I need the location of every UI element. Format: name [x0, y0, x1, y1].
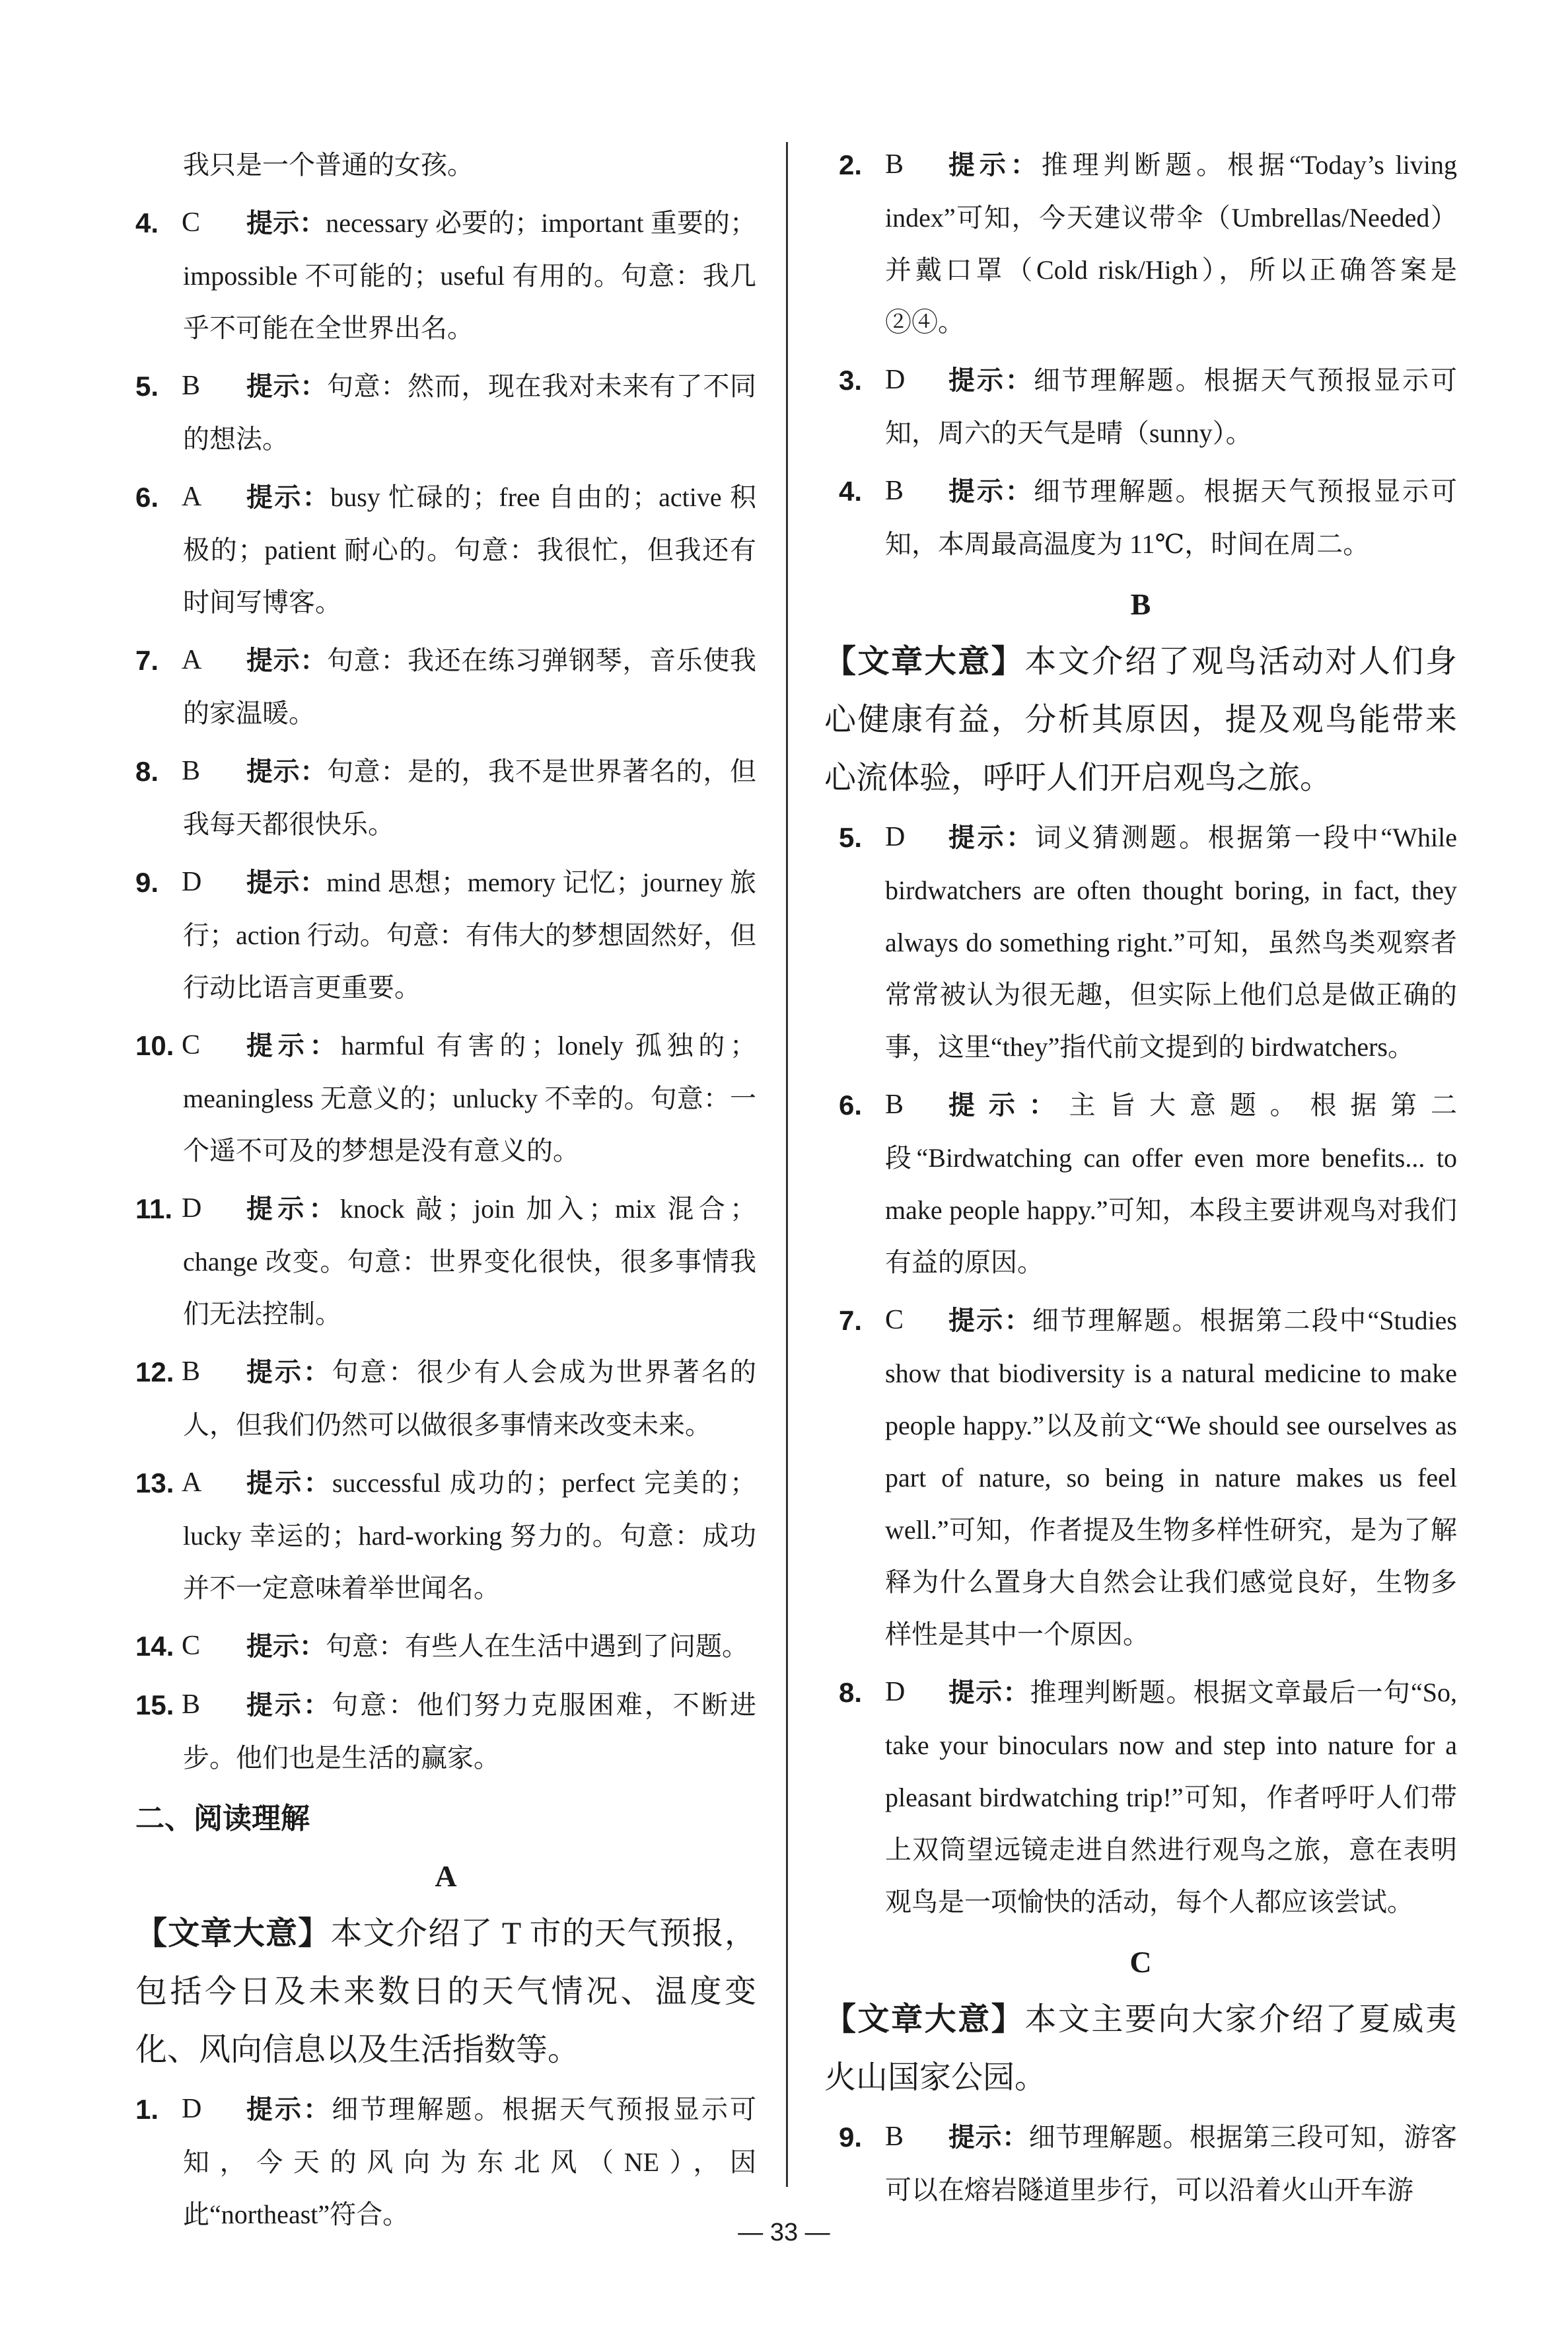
- section-heading: 二、阅读理解: [135, 1802, 310, 1835]
- hint-label: 提示：: [246, 868, 327, 897]
- summary-text: 本文介绍了观鸟活动对人们身心健康有益，分析其原因，提及观鸟能带来心流体验，呼吁人们开启观鸟之旅。: [824, 644, 1457, 795]
- question-number: 3.: [839, 365, 863, 396]
- summary-tag: 【文章大意】: [824, 644, 1025, 679]
- answer-letter: B: [182, 1689, 201, 1720]
- answer-item: [135, 471, 756, 628]
- summary-tag: 【文章大意】: [135, 1916, 331, 1951]
- explanation-text: 主旨大意题。根据第二段“Birdwatching can offer even more benefits... to make people happy.”可知，本段主要讲观鸟对我们有益的原因。: [885, 1090, 1457, 1277]
- answer-item: [824, 465, 1457, 570]
- answer-letter: A: [182, 482, 202, 512]
- explanation-text: busy 忙碌的；free 自由的；active 积极的；patient 耐心的。句意：我很忙，但我还有时间写博客。: [183, 482, 757, 617]
- question-number: 6.: [135, 482, 159, 513]
- question-number: 1.: [135, 2094, 159, 2125]
- question-number: 4.: [135, 207, 159, 239]
- answer-letter: C: [182, 207, 201, 238]
- answer-item: [824, 139, 1457, 348]
- hint-label: 提示：: [948, 2123, 1029, 2152]
- explanation-text: 句意：他们努力克服困难，不断进步。他们也是生活的赢家。: [183, 1690, 757, 1773]
- explanation-text: 推理判断题。根据文章最后一句“So, take your binoculars now and step into nature for a pleasant birdwatching trip!”可知，作者呼吁人们带上双筒望远镜走进自然进行观鸟之旅，意在表明观鸟是一项愉快的活动，每个人都应该尝试。: [885, 1678, 1458, 1917]
- answer-item: [135, 1019, 756, 1177]
- answer-item: [135, 634, 756, 739]
- answer-letter: C: [182, 1030, 201, 1060]
- explanation-text: 句意：有些人在生活中遇到了问题。: [326, 1631, 748, 1661]
- explanation-text: 细节理解题。根据天气预报显示可知，周六的天气是晴（sunny）。: [885, 365, 1458, 448]
- answer-item: [135, 1183, 756, 1340]
- question-number: 7.: [135, 645, 159, 676]
- answer-letter: A: [182, 645, 202, 675]
- question-number: 2.: [839, 149, 863, 180]
- answer-letter: C: [885, 1305, 904, 1335]
- hint-label: 提示：: [246, 757, 327, 786]
- answer-item: [135, 2083, 756, 2240]
- question-number: 8.: [135, 756, 159, 787]
- explanation-text: successful 成功的；perfect 完美的；lucky 幸运的；hard-working 努力的。句意：成功并不一定意味着举世闻名。: [183, 1468, 756, 1603]
- explanation-text: 句意：是的，我不是世界著名的，但我每天都很快乐。: [183, 757, 756, 839]
- answer-item: [824, 1294, 1457, 1660]
- hint-label: 提示：: [246, 1195, 340, 1224]
- question-number: 10.: [135, 1030, 174, 1061]
- answer-letter: A: [182, 1467, 202, 1498]
- explanation-text: 细节理解题。根据第二段中“Studies show that biodiversity is a natural medicine to make people happy.”以及前文“We should see ourselves as part of nature, so being in nature makes us feel well.”可知，作者提及生物多样性研究，是为了解释为什么置身大自然会让我们感觉良好，生物多样性是其中一个原因。: [885, 1306, 1457, 1649]
- answer-letter: D: [182, 867, 202, 897]
- explanation-text: knock 敲；join 加入；mix 混合；change 改变。句意：世界变化很快，很多事情我们无法控制。: [183, 1194, 756, 1329]
- question-number: 14.: [135, 1631, 174, 1662]
- answer-item: [824, 354, 1457, 459]
- answer-letter: D: [885, 822, 906, 852]
- answer-item: [135, 856, 756, 1014]
- summary-text: 本文介绍了 T 市的天气预报，包括今日及未来数日的天气情况、温度变化、风向信息以及生活指数等。: [135, 1916, 756, 2067]
- answer-item: [824, 1079, 1457, 1288]
- explanation-text: 词义猜测题。根据第一段中“While birdwatchers are often thought boring, in fact, they always do something right.”可知，虽然鸟类观察者常常被认为很无趣，但实际上他们总是做正确的事，这里“they”指代前文提到的 birdwatchers。: [885, 823, 1457, 1062]
- question-number: 13.: [135, 1467, 174, 1498]
- hint-label: 提示：: [246, 646, 327, 675]
- explanation-text: 推理判断题。根据“Today’s living index”可知，今天建议带伞（Umbrellas/Needed）并戴口罩（Cold risk/High），所以正确答案是②④。: [885, 150, 1458, 337]
- answer-item: [824, 811, 1457, 1073]
- hint-label: 提示：: [948, 1306, 1032, 1335]
- hint-label: 提示：: [246, 1691, 332, 1720]
- hint-label: 提示：: [246, 372, 327, 401]
- question-number: 4.: [839, 476, 863, 507]
- summary-text: 本文主要向大家介绍了夏威夷火山国家公园。: [824, 2002, 1457, 2095]
- explanation-text: 句意：我还在练习弹钢琴，音乐使我的家温暖。: [183, 646, 756, 728]
- explanation-text: 细节理解题。根据第三段可知，游客可以在熔岩隧道里步行，可以沿着火山开车游: [885, 2122, 1458, 2205]
- answer-item: [135, 1457, 756, 1614]
- answer-letter: B: [885, 1089, 904, 1120]
- answer-letter: B: [885, 476, 904, 506]
- left-column: [135, 139, 756, 2246]
- hint-label: 提示：: [246, 1632, 326, 1661]
- article-summary: [824, 633, 1457, 807]
- answer-item: [135, 1679, 756, 1784]
- hint-label: 提示：: [948, 151, 1042, 180]
- answer-letter: D: [182, 1193, 202, 1224]
- answer-item: [824, 1666, 1457, 1928]
- question-number: 5.: [839, 822, 863, 853]
- hint-label: 提示：: [246, 209, 326, 238]
- explanation-text: 细节理解题。根据天气预报显示可知，今天的风向为东北风（NE），因此“northeast”符合。: [183, 2094, 757, 2229]
- hint-label: 提示：: [948, 1091, 1069, 1120]
- column-divider: [786, 142, 788, 2187]
- explanation-text: harmful 有害的；lonely 孤独的；meaningless 无意义的；unlucky 不幸的。句意：一个遥不可及的梦想是没有意义的。: [183, 1031, 757, 1165]
- hint-label: 提示：: [948, 366, 1034, 395]
- question-number: 9.: [839, 2122, 863, 2153]
- hint-label: 提示：: [246, 483, 331, 512]
- hint-label: 提示：: [948, 823, 1035, 852]
- explanation-text: 句意：然而，现在我对未来有了不同的想法。: [183, 371, 756, 454]
- article-summary: [824, 1991, 1457, 2107]
- answer-letter: C: [182, 1631, 201, 1661]
- answer-letter: D: [885, 365, 906, 395]
- question-number: 5.: [135, 371, 159, 402]
- answer-item: [135, 197, 756, 354]
- answer-item: [135, 1346, 756, 1451]
- answer-letter: D: [885, 1677, 906, 1707]
- section-label: B: [1130, 587, 1151, 621]
- continuation-text: 我只是一个普通的女孩。: [183, 150, 474, 180]
- right-column: [824, 139, 1457, 2222]
- answer-item: [135, 1620, 756, 1673]
- summary-tag: 【文章大意】: [824, 2002, 1025, 2037]
- section-label: C: [1129, 1945, 1152, 1979]
- answer-letter: B: [182, 371, 201, 401]
- answer-letter: D: [182, 2094, 202, 2124]
- answer-item: [824, 2111, 1457, 2216]
- hint-label: 提示：: [246, 1358, 332, 1387]
- page-number: — 33 —: [738, 2219, 830, 2246]
- answer-letter: B: [885, 2122, 904, 2152]
- hint-label: 提示：: [948, 477, 1034, 506]
- answer-item: [135, 745, 756, 850]
- question-number: 6.: [839, 1089, 863, 1121]
- answer-letter: B: [885, 149, 904, 180]
- answer-letter: B: [182, 1356, 201, 1387]
- answer-item: [135, 360, 756, 465]
- hint-label: 提示：: [246, 1031, 341, 1060]
- hint-label: 提示：: [246, 2095, 332, 2124]
- question-number: 11.: [135, 1193, 173, 1224]
- question-number: 15.: [135, 1689, 174, 1720]
- question-number: 12.: [135, 1356, 174, 1387]
- explanation-text: 细节理解题。根据天气预报显示可知，本周最高温度为 11℃，时间在周二。: [885, 476, 1458, 559]
- hint-label: 提示：: [948, 1678, 1030, 1707]
- explanation-text: mind 思想；memory 记忆；journey 旅行；action 行动。句意：有伟大的梦想固然好，但行动比语言更重要。: [183, 867, 757, 1002]
- answer-letter: B: [182, 756, 201, 786]
- explanation-text: necessary 必要的；important 重要的；impossible 不可能的；useful 有用的。句意：我几乎不可能在全世界出名。: [183, 208, 757, 343]
- hint-label: 提示：: [246, 1469, 332, 1498]
- question-number: 8.: [839, 1677, 863, 1708]
- question-number: 7.: [839, 1305, 863, 1336]
- article-summary: [135, 1905, 756, 2079]
- section-label: A: [435, 1859, 457, 1893]
- explanation-text: 句意：很少有人会成为世界著名的人，但我们仍然可以做很多事情来改变未来。: [183, 1357, 757, 1440]
- question-number: 9.: [135, 867, 159, 898]
